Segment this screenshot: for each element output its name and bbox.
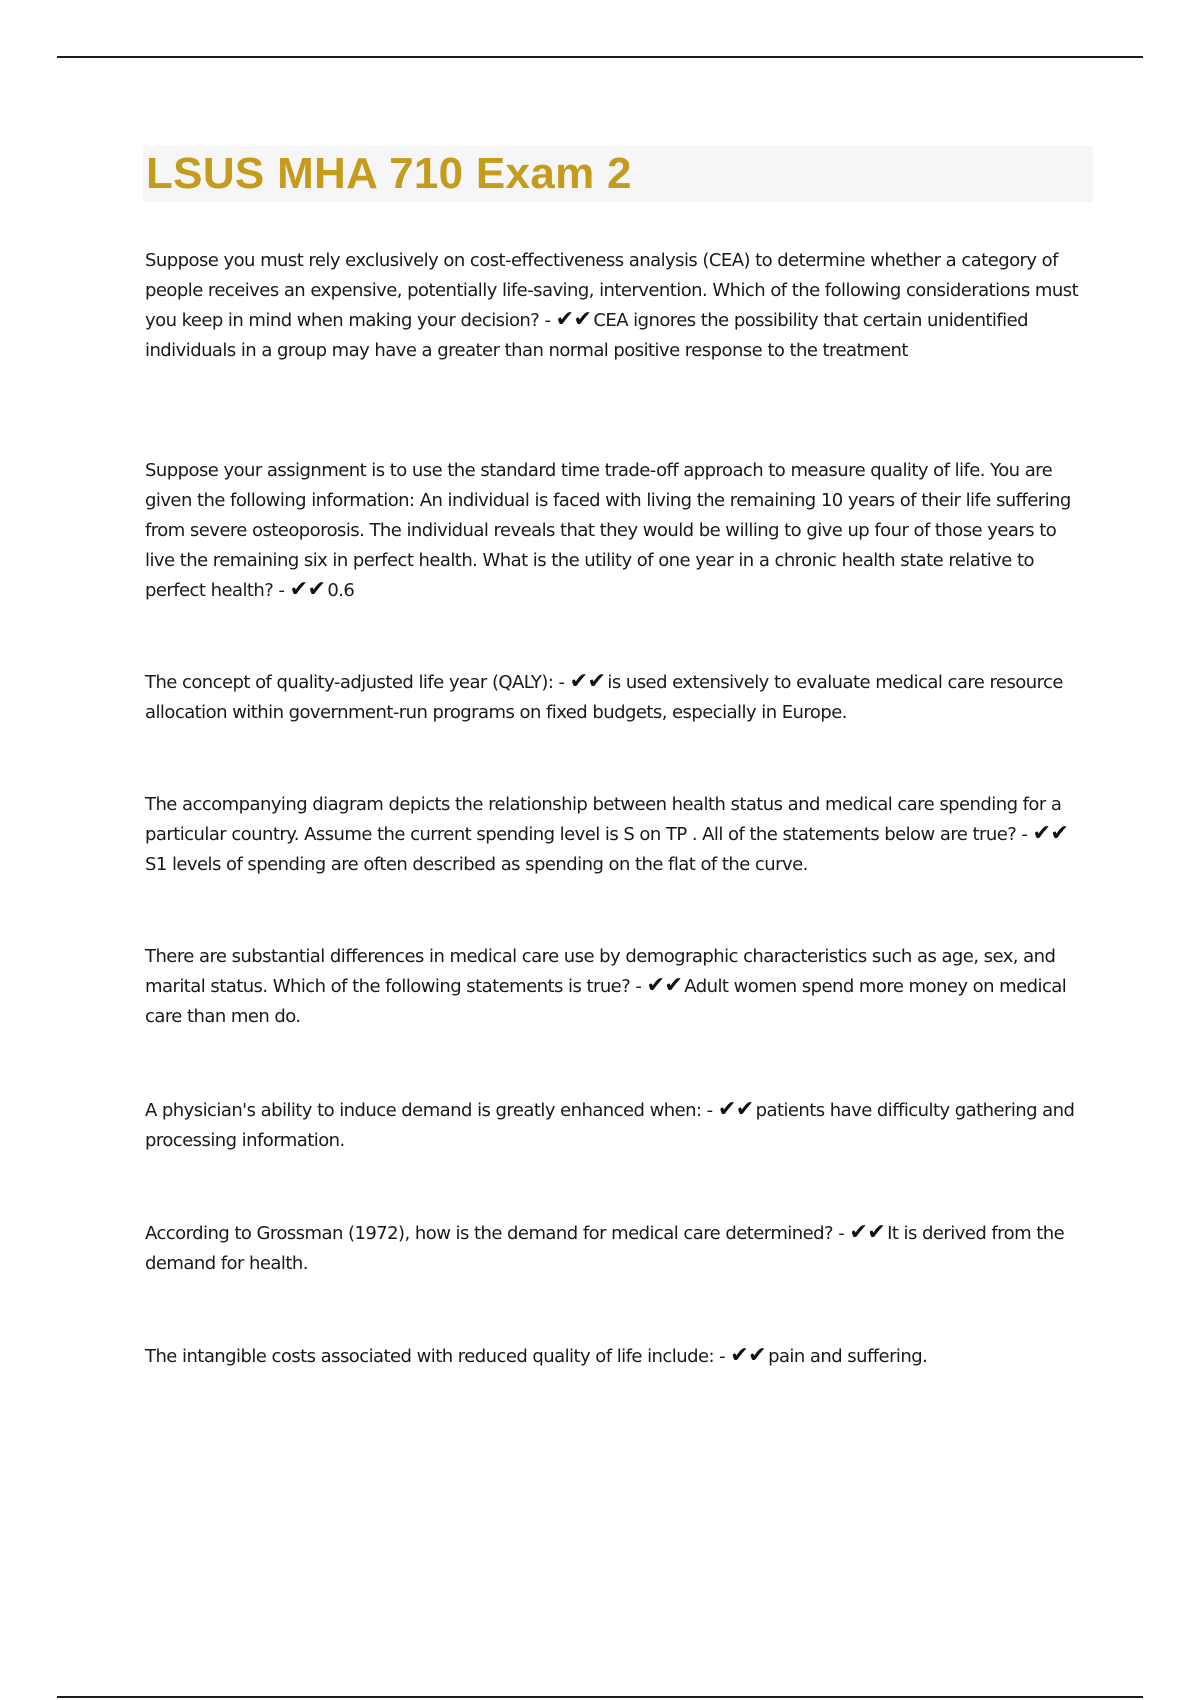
qa-item-2 — [145, 456, 1090, 606]
top-rule — [57, 56, 1143, 58]
separator: - — [630, 976, 647, 997]
question-text: The concept of quality-adjusted life year (QALY): — [145, 672, 554, 693]
question-text: There are substantial differences in medical care use by demographic characteristics such as age, sex, and marital status. Which of the following statements is true? — [145, 946, 1056, 997]
double-check-icon: ✔✔ — [569, 669, 606, 694]
double-check-icon: ✔✔ — [646, 973, 683, 998]
double-check-icon: ✔✔ — [1032, 821, 1069, 846]
separator: - — [273, 580, 290, 601]
double-check-icon: ✔✔ — [289, 577, 326, 602]
double-check-icon: ✔✔ — [717, 1097, 754, 1122]
qa-item-8 — [145, 1342, 1090, 1372]
answer-text: CEA ignores the possibility that certain unidentified individuals in a group may have a greater than normal positive response to the treatment — [145, 310, 1029, 361]
answer-text: patients have difficulty gathering and processing information. — [145, 1100, 1075, 1151]
separator: - — [1016, 824, 1033, 845]
qa-item-1 — [145, 246, 1090, 366]
separator: - — [701, 1100, 718, 1121]
question-text: Suppose your assignment is to use the standard time trade-off approach to measure quality of life. You are given the following information: An individual is faced with living the remaining 10 years of their life suffering from severe osteoporosis. The individual reveals that they would be willing to give up four of those years to live the remaining six in perfect health. What is the utility of one year in a chronic health state relative to perfect health? — [145, 460, 1071, 601]
answer-text: pain and suffering. — [768, 1346, 928, 1367]
bottom-rule — [57, 1696, 1143, 1698]
qa-item-3 — [145, 668, 1090, 728]
separator: - — [539, 310, 556, 331]
qa-item-7 — [145, 1219, 1090, 1279]
question-text: The accompanying diagram depicts the relationship between health status and medical care spending for a particular country. Assume the current spending level is S on TP . All of the statements below are true? — [145, 794, 1062, 845]
question-text: The intangible costs associated with reduced quality of life include: — [145, 1346, 714, 1367]
document-title: LSUS MHA 710 Exam 2 — [146, 149, 632, 198]
answer-text: S1 levels of spending are often described as spending on the flat of the curve. — [145, 854, 808, 875]
question-text: According to Grossman (1972), how is the demand for medical care determined? — [145, 1223, 834, 1244]
double-check-icon: ✔✔ — [849, 1220, 886, 1245]
separator: - — [713, 1346, 731, 1367]
answer-text: is used extensively to evaluate medical care resource allocation within government-run programs on fixed budgets, especially in Europe. — [145, 672, 1063, 723]
answer-text: 0.6 — [327, 580, 355, 601]
qa-item-4 — [145, 790, 1090, 880]
double-check-icon: ✔✔ — [555, 307, 592, 332]
question-text: A physician's ability to induce demand is greatly enhanced when: — [145, 1100, 702, 1121]
question-text: Suppose you must rely exclusively on cost-effectiveness analysis (CEA) to determine whether a category of people receives an expensive, potentially life-saving, intervention. Which of the following considerations must you keep in mind when making your decision? — [145, 250, 1079, 331]
answer-text: Adult women spend more money on medical care than men do. — [145, 976, 1067, 1027]
separator: - — [553, 672, 570, 693]
separator: - — [833, 1223, 850, 1244]
double-check-icon: ✔✔ — [730, 1343, 767, 1368]
qa-item-6 — [145, 1096, 1090, 1156]
qa-item-5 — [145, 942, 1090, 1032]
answer-text: It is derived from the demand for health. — [145, 1223, 1065, 1274]
